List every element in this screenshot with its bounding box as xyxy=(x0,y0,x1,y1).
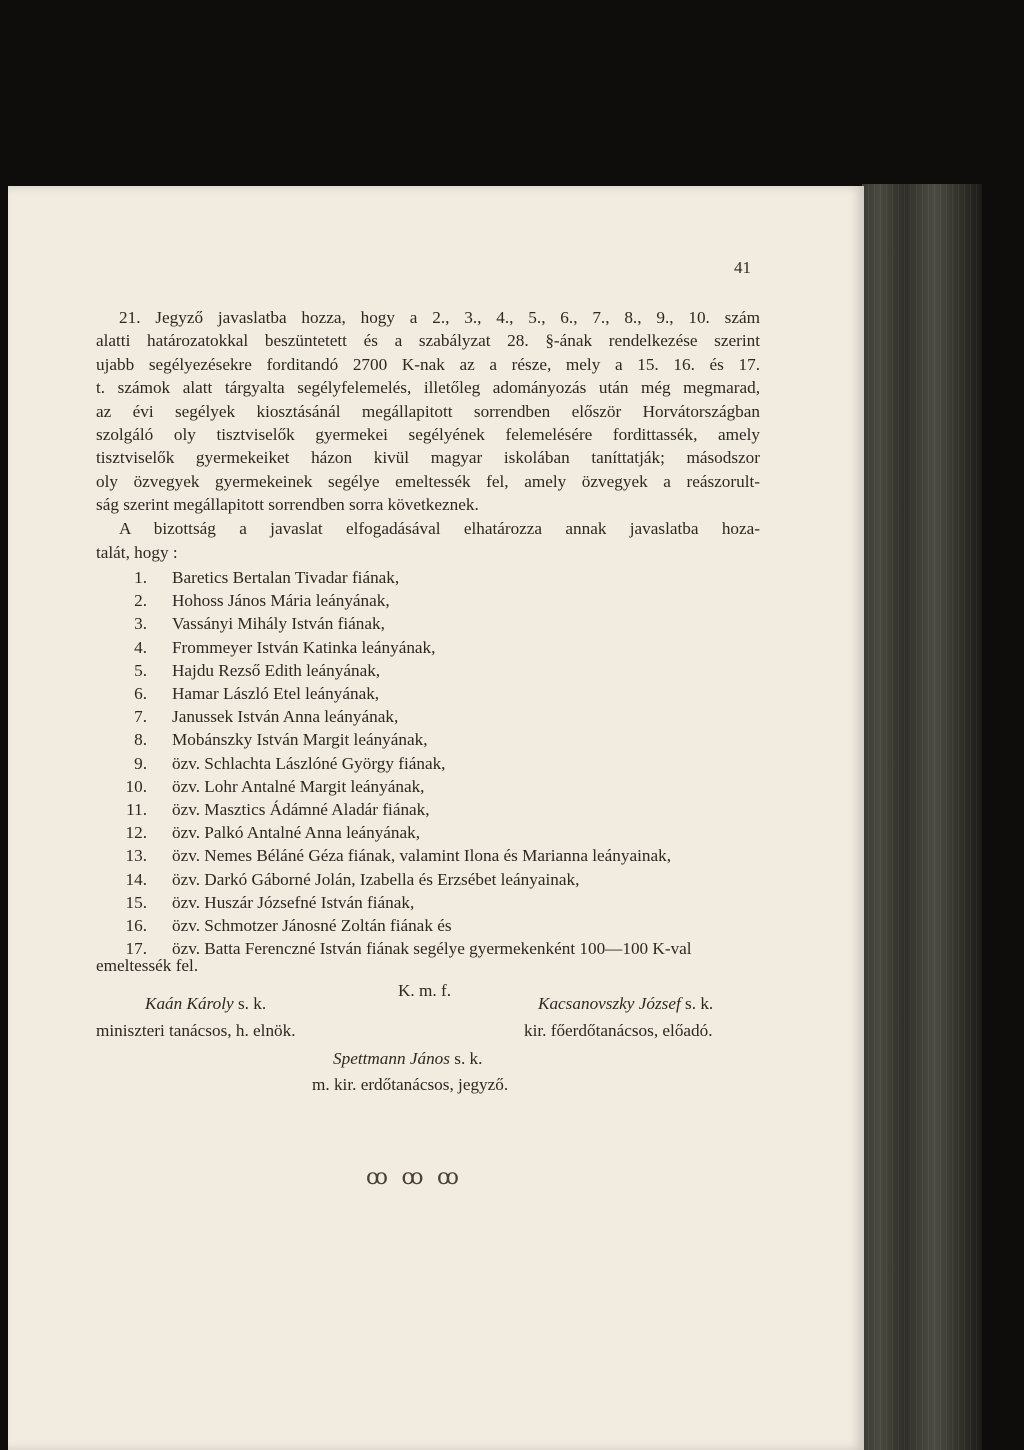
paragraph-line: oly özvegyek gyermekeinek segélye emeltessék fel, amely özvegyek a reászorult- xyxy=(96,471,760,491)
list-item-number: 2. xyxy=(134,591,147,611)
list-item-text: özv. Nemes Béláné Géza fiának, valamint Ilona és Marianna leányainak, xyxy=(172,846,672,866)
signature-right xyxy=(538,994,713,1014)
signature-left-name: Kaán Károly xyxy=(145,994,234,1013)
paragraph-line: ujabb segélyezésekre forditandó 2700 K-nak az a része, mely a 15. 16. és 17. xyxy=(96,354,760,374)
list-item-number: 7. xyxy=(134,707,147,727)
paragraph-line: t. számok alatt tárgyalta segélyfelemelés, illetőleg adományozás után még megmarad, xyxy=(96,378,760,398)
list-item-text: özv. Schmotzer Jánosné Zoltán fiának és xyxy=(172,916,452,935)
list-item-text: Mobánszky István Margit leányának, xyxy=(172,730,428,750)
list-item-number: 6. xyxy=(134,684,147,703)
book-page-edges xyxy=(862,184,982,1450)
signature-right-title: kir. főerdőtanácsos, előadó. xyxy=(524,1021,713,1040)
list-item-text: Hohoss János Mária leányának, xyxy=(172,591,390,611)
paragraph-line: az évi segélyek kiosztásánál megállapitott sorrendben először Horvátországban xyxy=(96,401,760,421)
list-item-number: 3. xyxy=(134,614,147,634)
ornament-divider: ꝏ ꝏ ꝏ xyxy=(366,1164,463,1189)
list-item-text: özv. Huszár Józsefné István fiának, xyxy=(172,892,415,912)
paragraph-line: szolgáló oly tisztviselők gyermekei segélyének felemelésére fordittassék, amely xyxy=(96,425,760,444)
list-item-number: 1. xyxy=(134,568,147,587)
list-item-number: 12. xyxy=(125,823,147,843)
signature-center xyxy=(333,1049,482,1069)
list-item-number: 15. xyxy=(125,892,147,912)
paragraph-line: talát, hogy : xyxy=(96,543,178,562)
signature-right-sk: s. k. xyxy=(685,994,714,1013)
paragraph-line: 21. Jegyző javaslatba hozza, hogy a 2., 3., 4., 5., 6., 7., 8., 9., 10. szám xyxy=(119,308,760,327)
list-item-number: 10. xyxy=(125,776,147,796)
signature-left-sk: s. k. xyxy=(237,994,267,1013)
list-item-number: 9. xyxy=(134,753,147,773)
list-item-number: 11. xyxy=(126,800,147,819)
list-item-number: 13. xyxy=(125,846,147,866)
list-item-number: 8. xyxy=(134,730,147,750)
page-number: 41 xyxy=(734,258,751,277)
list-item-text: Hamar László Etel leányának, xyxy=(172,684,380,703)
list-item-text: özv. Darkó Gáborné Jolán, Izabella és Erzsébet leányainak, xyxy=(172,869,580,889)
list-item-text: özv. Lohr Antalné Margit leányának, xyxy=(172,776,425,796)
paragraph-line: A bizottság a javaslat elfogadásával elhatározza annak javaslatba hoza- xyxy=(119,519,760,538)
list-item-number: 16. xyxy=(125,916,147,935)
list-item-number: 14. xyxy=(125,869,147,889)
signature-right-name: Kacsanovszky József xyxy=(538,994,681,1013)
list-item-text: özv. Schlachta Lászlóné György fiának, xyxy=(172,753,446,773)
list-item-text: Vassányi Mihály István fiának, xyxy=(172,614,385,634)
signature-center-sk: s. k. xyxy=(454,1049,483,1068)
signature-left xyxy=(145,994,266,1014)
list-item-number: 4. xyxy=(134,637,147,657)
list-item-text: Hajdu Rezső Edith leányának, xyxy=(172,660,381,680)
signature-center-title: m. kir. erdőtanácsos, jegyző. xyxy=(312,1075,509,1094)
list-item-text: özv. Masztics Ádámné Aladár fiának, xyxy=(172,800,430,819)
kmf-abbreviation: K. m. f. xyxy=(398,981,451,1000)
list-item-text: özv. Batta Ferenczné István fiának segélye gyermekenként 100—100 K-val xyxy=(172,939,692,959)
list-item-text: Janussek István Anna leányának, xyxy=(172,707,399,727)
signature-center-name: Spettmann János xyxy=(333,1049,450,1068)
list-item-text: Baretics Bertalan Tivadar fiának, xyxy=(172,568,400,587)
list-item-text: Frommeyer István Katinka leányának, xyxy=(172,637,436,657)
signature-left-title: miniszteri tanácsos, h. elnök. xyxy=(96,1021,296,1040)
list-item-number: 17. xyxy=(125,939,147,959)
paragraph-line: tisztviselők gyermekeiket házon kivül magyar iskolában taníttatják; másodszor xyxy=(96,448,760,468)
list-item-text: özv. Palkó Antalné Anna leányának, xyxy=(172,823,421,843)
paragraph-line: ság szerint megállapitott sorrendben sorra következnek. xyxy=(96,495,479,515)
paragraph-line: alatti határozatokkal beszüntetett és a szabályzat 28. §-ának rendelkezése szerint xyxy=(96,331,760,351)
list-item-number: 5. xyxy=(134,660,147,680)
closing-line: emeltessék fel. xyxy=(96,956,199,975)
